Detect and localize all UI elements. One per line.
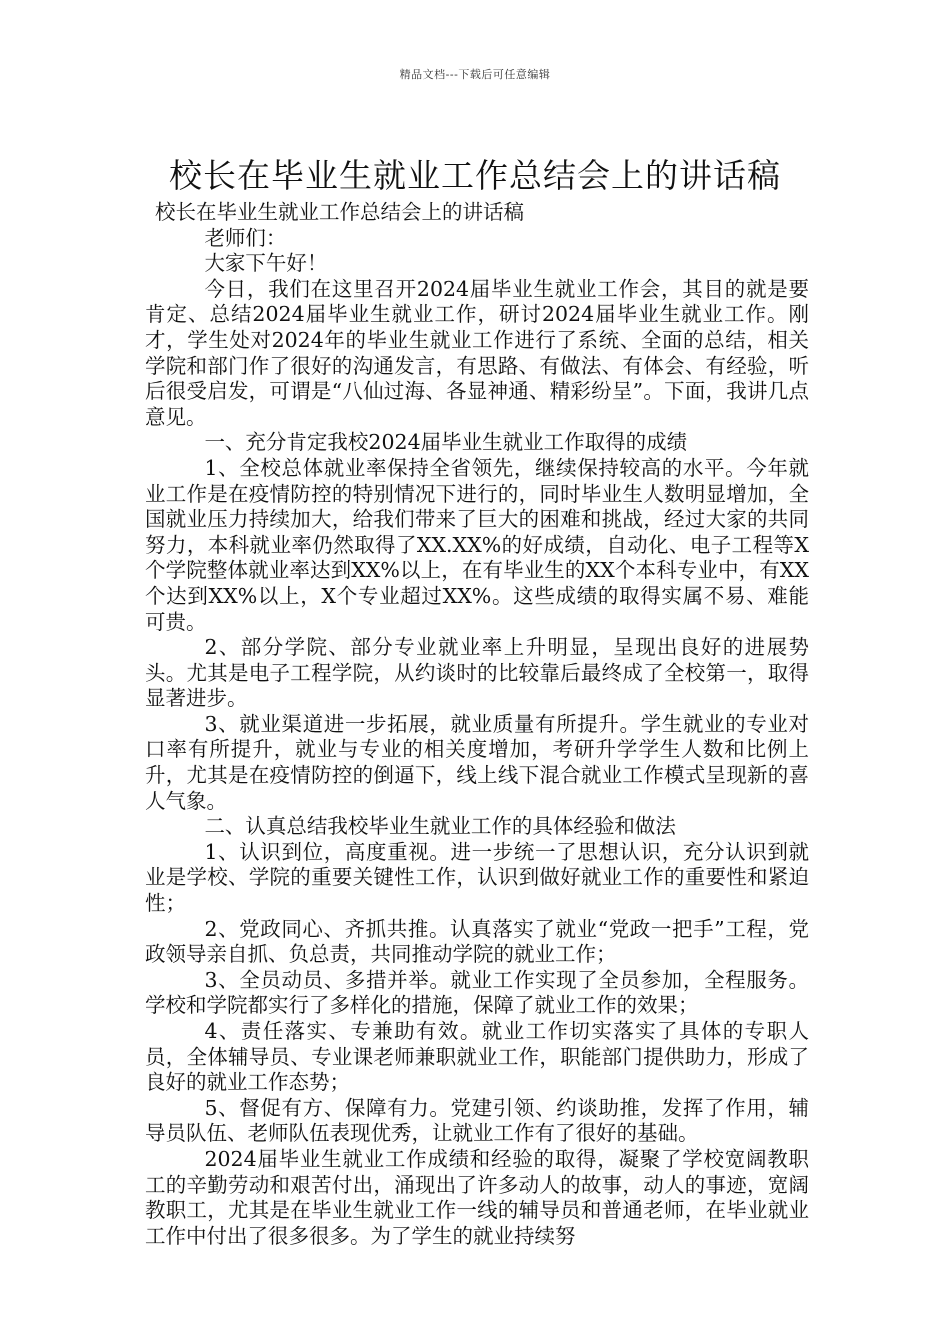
paragraph: 5、督促有方、保障有力。党建引领、约谈助推，发挥了作用，辅导员队伍、老师队伍表现优秀，让就业工作有了很好的基础。 [145,1095,809,1146]
paragraph: 大家下午好！ [204,251,328,276]
header-note: 精品文档---下载后可任意编辑 [399,68,551,81]
paragraph: 老师们： [204,225,287,250]
paragraph: 4、责任落实、专兼助有效。就业工作切实落实了具体的专职人员，全体辅导员、专业课老师兼职就业工作，职能部门提供助力，形成了良好的就业工作态势； [145,1019,809,1095]
document-title: 校长在毕业生就业工作总结会上的讲话稿 [169,156,781,196]
paragraph: 2024届毕业生就业工作成绩和经验的取得，凝聚了学校宽阔教职工的辛勤劳动和艰苦付出，涌现出了许多动人的故事，动人的事迹，宽阔教职工，尤其是在毕业生就业工作一线的辅导员和普通老师，在毕业就业工作中付出了很多很多。为了学生的就业持续努 [145,1146,809,1248]
paragraph: 2、部分学院、部分专业就业率上升明显，呈现出良好的进展势头。尤其是电子工程学院，从约谈时的比较靠后最终成了全校第一，取得显著进步。 [145,635,809,711]
paragraph: 今日，我们在这里召开2024届毕业生就业工作会，其目的就是要肯定、总结2024届毕业生就业工作，研讨2024届毕业生就业工作。刚才，学生处对2024年的毕业生就业工作进行了系统、全面的总结，相关学院和部门作了很好的沟通发言，有思路、有做法、有体会、有经验，听后很受启发，可谓是“八仙过海、各显神通、精彩纷呈”。下面，我讲几点意见。 [145,276,809,429]
paragraph: 校长在毕业生就业工作总结会上的讲话稿 [155,200,524,224]
paragraph: 2、党政同心、齐抓共推。认真落实了就业“党政一把手”工程，党政领导亲自抓、负总责，共同推动学院的就业工作； [145,916,809,967]
paragraph: 3、就业渠道进一步拓展，就业质量有所提升。学生就业的专业对口率有所提升，就业与专业的相关度增加，考研升学学生人数和比例上升，尤其是在疫情防控的倒逼下，线上线下混合就业工作模式呈现新的喜人气象。 [145,711,809,813]
paragraph: 3、全员动员、多措并举。就业工作实现了全员参加，全程服务。学校和学院都实行了多样化的措施，保障了就业工作的效果； [145,967,809,1018]
paragraph: 二、认真总结我校毕业生就业工作的具体经验和做法 [204,814,676,839]
document-body [145,200,809,1249]
paragraph: 一、充分肯定我校2024届毕业生就业工作取得的成绩 [204,430,688,455]
paragraph: 1、认识到位，高度重视。进一步统一了思想认识，充分认识到就业是学校、学院的重要关键性工作，认识到做好就业工作的重要性和紧迫性； [145,839,809,916]
paragraph: 1、全校总体就业率保持全省领先，继续保持较高的水平。今年就业工作是在疫情防控的特别情况下进行的，同时毕业生人数明显增加，全国就业压力持续加大，给我们带来了巨大的困难和挑战，经过大家的共同努力，本科就业率仍然取得了XX.XX%的好成绩，自动化、电子工程等X个学院整体就业率达到XX%以上，在有毕业生的XX个本科专业中，有XX个达到XX%以上，X个专业超过XX%。这些成绩的取得实属不易、难能可贵。 [145,455,809,634]
